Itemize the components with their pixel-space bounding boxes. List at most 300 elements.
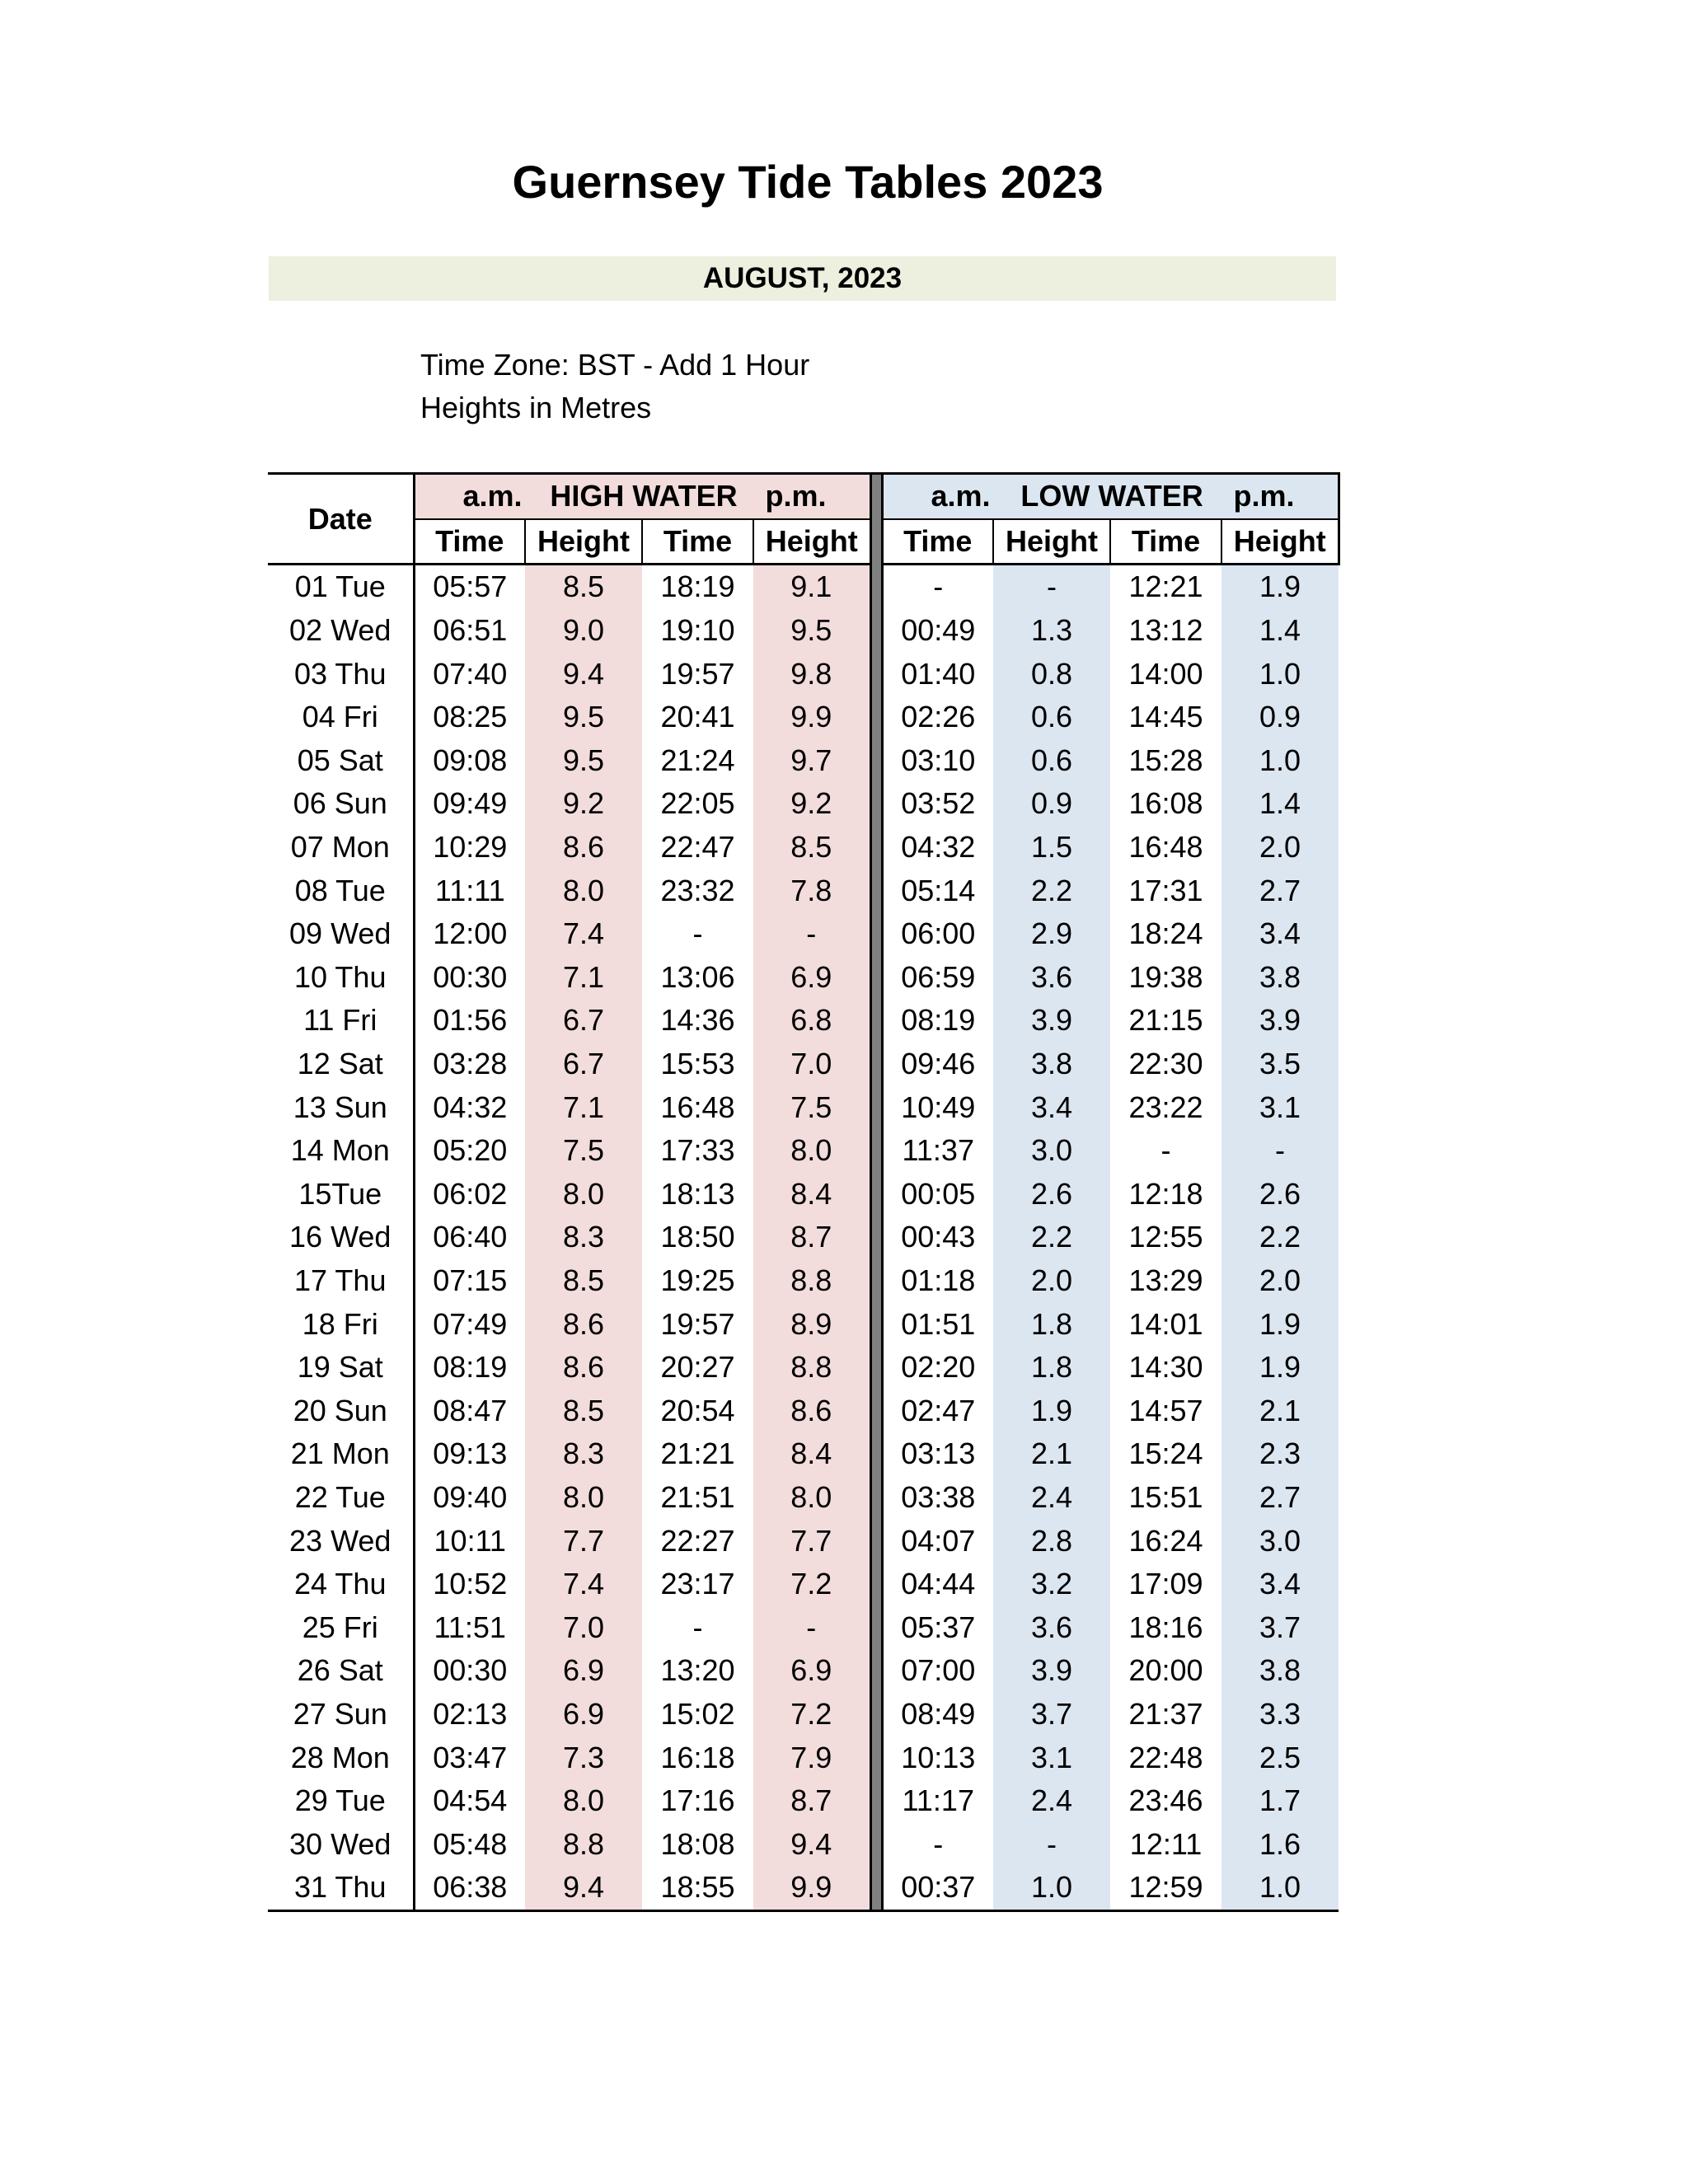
hw-am-height-cell: 8.0 (525, 869, 642, 912)
lw-pm-height-cell: 1.9 (1221, 1346, 1339, 1390)
table-row (268, 565, 1339, 609)
column-divider (870, 1346, 882, 1390)
lw-pm-time-cell: 14:30 (1128, 1350, 1203, 1385)
hw-pm-time-cell: 17:16 (660, 1783, 735, 1818)
column-divider (870, 999, 882, 1043)
lw-pm-time-cell: 12:59 (1110, 1866, 1221, 1910)
hw-am-time-cell: 08:19 (414, 1346, 525, 1390)
hw-am-time-cell: 07:40 (414, 652, 525, 696)
lw-am-time-cell: 09:46 (901, 1047, 976, 1081)
lw-pm-height-cell: 2.7 (1221, 1476, 1339, 1520)
date-cell: 14 Mon (290, 1133, 390, 1168)
table-row (268, 652, 1339, 696)
hw-pm-height-cell: 6.9 (753, 1649, 870, 1693)
table-row (268, 1302, 1339, 1346)
hw-pm-time-cell: 20:27 (660, 1350, 735, 1385)
date-cell: 17 Thu (294, 1263, 387, 1297)
low-water-am-label: a.m. (931, 479, 991, 513)
hw-am-time-cell: 08:47 (414, 1389, 525, 1432)
hw-am-height-cell: 8.0 (525, 1476, 642, 1520)
hw-pm-time-header: Time (642, 519, 753, 565)
lw-am-time-header: Time (882, 519, 993, 565)
column-divider (870, 1779, 882, 1823)
low-water-header (882, 474, 1339, 519)
lw-pm-height-cell: 3.1 (1221, 1085, 1339, 1129)
lw-am-height-cell: 3.7 (993, 1693, 1110, 1736)
lw-am-height-cell: 3.9 (993, 1649, 1110, 1693)
hw-am-height-cell: 7.0 (525, 1605, 642, 1649)
hw-pm-time-cell: 17:33 (660, 1133, 735, 1168)
lw-am-time-cell: 05:14 (901, 873, 976, 907)
lw-pm-height-cell: 0.9 (1221, 696, 1339, 739)
lw-am-height-cell: 2.1 (993, 1432, 1110, 1476)
table-row (268, 1085, 1339, 1129)
table-row (268, 1563, 1339, 1606)
date-cell: 26 Sat (297, 1653, 383, 1688)
date-cell: 08 Tue (294, 873, 386, 907)
hw-am-height-cell: 9.4 (525, 1866, 642, 1910)
hw-pm-time-cell: 20:54 (660, 1393, 735, 1427)
hw-am-height-cell: 8.5 (525, 1389, 642, 1432)
hw-pm-height-cell: 6.9 (753, 956, 870, 1000)
column-divider (870, 1173, 882, 1216)
hw-pm-time-cell: 14:36 (660, 1003, 735, 1038)
lw-pm-height-cell: 2.5 (1221, 1736, 1339, 1779)
lw-pm-height-cell: 1.0 (1221, 739, 1339, 783)
lw-am-height-cell: 2.2 (993, 1216, 1110, 1259)
hw-pm-height-cell: 8.5 (753, 826, 870, 869)
hw-am-height-cell: 7.4 (525, 1563, 642, 1606)
lw-am-height-cell: 3.1 (993, 1736, 1110, 1779)
hw-pm-time-cell: 19:57 (660, 656, 735, 691)
date-cell: 11 Fri (303, 1003, 377, 1038)
lw-pm-time-cell: 15:28 (1128, 743, 1203, 777)
tide-table-body (268, 565, 1339, 1910)
date-cell: 31 Thu (268, 1866, 414, 1910)
hw-pm-height-cell: 9.9 (753, 696, 870, 739)
date-cell: 23 Wed (289, 1523, 392, 1558)
lw-pm-height-cell: 2.6 (1221, 1173, 1339, 1216)
table-row (268, 1693, 1339, 1736)
lw-pm-time-header: Time (1110, 519, 1221, 565)
hw-pm-height-cell: 8.0 (753, 1476, 870, 1520)
date-cell: 27 Sun (293, 1696, 387, 1731)
hw-am-height-cell: 8.6 (525, 1346, 642, 1390)
hw-am-time-cell: 04:32 (414, 1085, 525, 1129)
hw-pm-time-cell: 21:21 (660, 1436, 735, 1471)
date-cell: 07 Mon (290, 830, 390, 865)
column-divider (870, 609, 882, 653)
hw-pm-time-cell: 18:13 (660, 1176, 735, 1211)
hw-am-time-cell: 06:38 (414, 1866, 525, 1910)
table-row (268, 1216, 1339, 1259)
hw-am-time-cell: 02:13 (414, 1693, 525, 1736)
lw-am-time-cell: 04:44 (901, 1567, 976, 1601)
tide-table (268, 472, 1340, 1912)
hw-am-time-cell: 11:51 (414, 1605, 525, 1649)
date-cell: 15Tue (298, 1176, 382, 1211)
lw-pm-time-cell: 20:00 (1128, 1653, 1203, 1688)
lw-am-time-cell: 07:00 (901, 1653, 976, 1688)
lw-am-height-cell: 1.0 (993, 1866, 1110, 1910)
column-divider (870, 1389, 882, 1432)
hw-am-time-cell: 00:30 (414, 1649, 525, 1693)
date-cell: 24 Thu (294, 1567, 387, 1601)
hw-pm-height-cell: 8.0 (753, 1129, 870, 1173)
hw-pm-height-cell: 8.7 (753, 1216, 870, 1259)
column-divider (870, 1129, 882, 1173)
lw-pm-height-cell: 3.0 (1221, 1519, 1339, 1563)
hw-pm-height-cell: - (753, 1605, 870, 1649)
lw-pm-height-cell: 2.3 (1221, 1432, 1339, 1476)
lw-pm-height-cell: 1.4 (1221, 782, 1339, 826)
hw-am-height-cell: 8.0 (525, 1173, 642, 1216)
hw-pm-height-cell: 9.9 (753, 1866, 870, 1910)
lw-pm-time-cell: 16:08 (1128, 786, 1203, 821)
lw-am-height-cell: 3.9 (993, 999, 1110, 1043)
lw-pm-time-cell: 12:55 (1128, 1220, 1203, 1254)
hw-am-height-cell: 6.7 (525, 999, 642, 1043)
lw-am-time-cell: 10:13 (901, 1740, 976, 1774)
table-row (268, 1519, 1339, 1563)
lw-am-time-cell: 08:19 (901, 1003, 976, 1038)
column-divider (870, 1476, 882, 1520)
hw-pm-time-cell: 15:53 (660, 1047, 735, 1081)
date-cell: 29 Tue (294, 1783, 386, 1818)
hw-pm-time-cell: 13:06 (660, 959, 735, 994)
table-row (268, 1432, 1339, 1476)
high-water-am-label: a.m. (462, 479, 523, 513)
hw-am-height-cell: 7.3 (525, 1736, 642, 1779)
heights-note: Heights in Metres (420, 391, 652, 424)
lw-am-time-cell: 01:40 (901, 656, 976, 691)
hw-pm-time-cell: 20:41 (660, 700, 735, 734)
date-header: Date (268, 474, 414, 565)
lw-am-height-cell: 1.9 (993, 1389, 1110, 1432)
lw-pm-time-cell: 16:24 (1128, 1523, 1203, 1558)
lw-am-time-cell: 11:17 (902, 1783, 974, 1818)
hw-am-time-cell: 10:29 (414, 826, 525, 869)
hw-pm-height-cell: - (753, 912, 870, 956)
hw-am-time-cell: 06:40 (414, 1216, 525, 1259)
hw-am-height-cell: 8.3 (525, 1216, 642, 1259)
column-divider (870, 1043, 882, 1086)
hw-am-height-cell: 7.1 (525, 956, 642, 1000)
lw-pm-time-cell: 13:29 (1128, 1263, 1203, 1297)
lw-am-height-cell: 2.8 (993, 1519, 1110, 1563)
hw-pm-time-cell: 22:47 (660, 830, 735, 865)
hw-pm-height-cell: 9.1 (753, 565, 870, 609)
lw-pm-height-cell: 3.4 (1221, 1563, 1339, 1606)
lw-am-time-cell: 08:49 (901, 1696, 976, 1731)
hw-pm-height-cell: 8.4 (753, 1432, 870, 1476)
lw-am-height-cell: 1.8 (993, 1346, 1110, 1390)
lw-am-time-cell: 02:20 (901, 1350, 976, 1385)
hw-am-time-cell: 06:51 (414, 609, 525, 653)
lw-am-height-cell: 1.5 (993, 826, 1110, 869)
date-cell: 25 Fri (302, 1610, 378, 1644)
lw-am-height-cell: 0.9 (993, 782, 1110, 826)
lw-am-time-cell: 02:47 (901, 1393, 976, 1427)
hw-pm-height-cell: 9.7 (753, 739, 870, 783)
date-cell: 09 Wed (289, 916, 392, 951)
hw-pm-height-cell: 7.5 (753, 1085, 870, 1129)
lw-pm-time-cell: 14:01 (1128, 1306, 1203, 1341)
hw-am-height-cell: 9.0 (525, 609, 642, 653)
hw-am-time-cell: 05:48 (414, 1822, 525, 1866)
lw-pm-height-header: Height (1221, 519, 1339, 565)
lw-pm-time-cell: 21:37 (1128, 1696, 1203, 1731)
high-water-header (414, 474, 870, 519)
lw-pm-time-cell: 18:24 (1128, 916, 1203, 951)
lw-pm-time-cell: 23:46 (1128, 1783, 1203, 1818)
date-cell: 04 Fri (302, 700, 378, 734)
hw-pm-time-cell: 16:48 (660, 1090, 735, 1124)
table-row (268, 869, 1339, 912)
lw-am-time-cell: 04:07 (901, 1523, 976, 1558)
page-title: Guernsey Tide Tables 2023 (512, 156, 1104, 208)
lw-pm-height-cell: 1.9 (1221, 565, 1339, 609)
hw-pm-height-cell: 9.5 (753, 609, 870, 653)
column-divider (870, 652, 882, 696)
column-divider (870, 1563, 882, 1606)
hw-am-time-cell: 06:02 (414, 1173, 525, 1216)
hw-am-height-cell: 8.0 (525, 1779, 642, 1823)
lw-pm-time-cell: 19:38 (1128, 959, 1203, 994)
lw-am-time-cell: 03:13 (901, 1436, 976, 1471)
hw-pm-time-cell: 19:25 (660, 1263, 735, 1297)
lw-am-height-cell: 3.6 (993, 1605, 1110, 1649)
lw-am-time-cell: - (933, 1826, 944, 1861)
hw-pm-height-cell: 6.8 (753, 999, 870, 1043)
hw-am-time-cell: 11:11 (414, 869, 525, 912)
column-divider (870, 1085, 882, 1129)
lw-pm-height-cell: 3.5 (1221, 1043, 1339, 1086)
hw-pm-time-cell: 19:10 (660, 613, 735, 648)
hw-pm-height-cell: 9.4 (753, 1822, 870, 1866)
lw-am-height-cell: 2.4 (993, 1779, 1110, 1823)
hw-pm-time-cell: 23:32 (660, 873, 735, 907)
table-row (268, 1822, 1339, 1866)
lw-pm-time-cell: 14:57 (1128, 1393, 1203, 1427)
hw-pm-height-cell: 7.9 (753, 1736, 870, 1779)
lw-am-height-cell: 2.0 (993, 1259, 1110, 1303)
timezone-note: Time Zone: BST - Add 1 Hour (420, 348, 810, 382)
lw-am-time-cell: 01:51 (901, 1306, 976, 1341)
column-divider (870, 826, 882, 869)
column-divider (870, 1432, 882, 1476)
hw-am-time-cell: 09:08 (414, 739, 525, 783)
lw-pm-height-cell: 2.0 (1221, 1259, 1339, 1303)
column-divider (870, 474, 882, 565)
hw-am-height-cell: 8.8 (525, 1822, 642, 1866)
date-cell: 03 Thu (294, 656, 387, 691)
lw-pm-height-cell: - (1221, 1129, 1339, 1173)
hw-am-time-cell: 09:40 (414, 1476, 525, 1520)
lw-pm-height-cell: 3.8 (1221, 956, 1339, 1000)
date-cell: 05 Sat (297, 743, 383, 777)
lw-pm-time-cell: 15:24 (1128, 1436, 1203, 1471)
lw-pm-time-cell: 13:12 (1128, 613, 1203, 648)
hw-pm-height-cell: 9.8 (753, 652, 870, 696)
hw-am-time-header: Time (414, 519, 525, 565)
hw-am-time-cell: 12:00 (414, 912, 525, 956)
lw-am-height-cell: 1.3 (993, 609, 1110, 653)
table-row (268, 782, 1339, 826)
date-cell: 02 Wed (289, 613, 392, 648)
date-cell: 12 Sat (297, 1047, 383, 1081)
hw-pm-height-cell: 7.2 (753, 1693, 870, 1736)
lw-am-height-cell: 2.9 (993, 912, 1110, 956)
lw-pm-time-cell: 14:45 (1128, 700, 1203, 734)
lw-am-time-cell: 10:49 (901, 1090, 976, 1124)
lw-am-time-cell: 03:10 (901, 743, 976, 777)
column-divider (870, 1302, 882, 1346)
hw-am-time-cell: 07:49 (414, 1302, 525, 1346)
hw-am-height-cell: 9.4 (525, 652, 642, 696)
hw-pm-time-cell: 19:57 (660, 1306, 735, 1341)
hw-am-time-cell: 05:57 (414, 565, 525, 609)
lw-am-height-header: Height (993, 519, 1110, 565)
lw-pm-time-cell: 21:15 (1128, 1003, 1203, 1038)
table-row (268, 1779, 1339, 1823)
hw-am-time-cell: 00:30 (414, 956, 525, 1000)
lw-am-time-cell: 06:00 (901, 916, 976, 951)
table-row (268, 1866, 1339, 1910)
table-row (268, 912, 1339, 956)
lw-am-height-cell: 2.6 (993, 1173, 1110, 1216)
column-divider (870, 1649, 882, 1693)
column-divider (870, 1259, 882, 1303)
column-divider (870, 1605, 882, 1649)
hw-pm-time-cell: 23:17 (660, 1567, 735, 1601)
hw-pm-time-cell: 21:51 (660, 1479, 735, 1514)
lw-pm-time-cell: 12:21 (1128, 569, 1203, 604)
lw-am-height-cell: - (993, 565, 1110, 609)
lw-pm-height-cell: 1.9 (1221, 1302, 1339, 1346)
date-cell: 13 Sun (293, 1090, 387, 1124)
lw-am-height-cell: 0.6 (993, 696, 1110, 739)
column-divider (870, 1866, 882, 1910)
lw-am-height-cell: 3.4 (993, 1085, 1110, 1129)
table-row (268, 1476, 1339, 1520)
lw-pm-height-cell: 2.2 (1221, 1216, 1339, 1259)
lw-pm-time-cell: 14:00 (1128, 656, 1203, 691)
column-divider (870, 782, 882, 826)
hw-am-time-cell: 10:52 (414, 1563, 525, 1606)
lw-pm-time-cell: 16:48 (1128, 830, 1203, 865)
hw-pm-time-cell: 18:08 (660, 1826, 735, 1861)
lw-pm-height-cell: 3.3 (1221, 1693, 1339, 1736)
hw-pm-height-cell: 8.8 (753, 1259, 870, 1303)
hw-pm-height-cell: 8.9 (753, 1302, 870, 1346)
hw-am-height-cell: 6.7 (525, 1043, 642, 1086)
hw-am-time-cell: 03:28 (414, 1043, 525, 1086)
table-row (268, 1649, 1339, 1693)
date-cell: 20 Sun (293, 1393, 387, 1427)
hw-pm-height-cell: 8.7 (753, 1779, 870, 1823)
hw-am-height-cell: 7.7 (525, 1519, 642, 1563)
hw-am-time-cell: 09:13 (414, 1432, 525, 1476)
table-row (268, 1043, 1339, 1086)
lw-pm-height-cell: 3.4 (1221, 912, 1339, 956)
table-row (268, 739, 1339, 783)
lw-pm-height-cell: 1.0 (1221, 652, 1339, 696)
hw-pm-height-cell: 7.0 (753, 1043, 870, 1086)
column-divider (870, 1736, 882, 1779)
lw-am-time-cell: 06:59 (901, 959, 976, 994)
lw-pm-height-cell: 2.0 (1221, 826, 1339, 869)
lw-pm-height-cell: 1.0 (1221, 1866, 1339, 1910)
lw-am-time-cell: - (933, 569, 944, 604)
table-row (268, 826, 1339, 869)
hw-pm-height-cell: 7.8 (753, 869, 870, 912)
lw-am-height-cell: 1.8 (993, 1302, 1110, 1346)
hw-am-time-cell: 04:54 (414, 1779, 525, 1823)
lw-pm-height-cell: 2.7 (1221, 869, 1339, 912)
date-cell: 28 Mon (290, 1740, 390, 1774)
high-water-label: HIGH WATER (550, 479, 738, 513)
table-row (268, 609, 1339, 653)
hw-am-height-cell: 8.5 (525, 1259, 642, 1303)
lw-am-height-cell: 3.0 (993, 1129, 1110, 1173)
hw-pm-height-cell: 7.7 (753, 1519, 870, 1563)
table-row (268, 1389, 1339, 1432)
column-divider (870, 1216, 882, 1259)
hw-pm-height-header: Height (753, 519, 870, 565)
hw-am-time-cell: 05:20 (414, 1129, 525, 1173)
lw-pm-time-cell: 17:31 (1128, 873, 1203, 907)
lw-am-time-cell: 00:43 (901, 1220, 976, 1254)
date-cell: 01 Tue (294, 569, 386, 604)
table-row (268, 696, 1339, 739)
column-divider (870, 1693, 882, 1736)
column-divider (870, 565, 882, 609)
hw-pm-time-cell: 22:05 (660, 786, 735, 821)
lw-pm-height-cell: 3.7 (1221, 1605, 1339, 1649)
hw-pm-time-cell: 18:19 (660, 569, 735, 604)
table-row (268, 999, 1339, 1043)
column-divider (870, 739, 882, 783)
hw-am-time-cell: 03:47 (414, 1736, 525, 1779)
hw-am-time-cell: 10:11 (414, 1519, 525, 1563)
hw-pm-time-cell: 13:20 (660, 1653, 735, 1688)
date-cell: 16 Wed (289, 1220, 392, 1254)
table-row (268, 1129, 1339, 1173)
hw-pm-height-cell: 7.2 (753, 1563, 870, 1606)
lw-am-height-cell: 0.8 (993, 652, 1110, 696)
lw-pm-time-cell: 15:51 (1128, 1479, 1203, 1514)
hw-am-time-cell: 07:15 (414, 1259, 525, 1303)
lw-am-time-cell: 02:26 (901, 700, 976, 734)
high-water-pm-label: p.m. (765, 479, 827, 513)
lw-am-time-cell: 05:37 (901, 1610, 976, 1644)
lw-pm-time-cell: 22:30 (1128, 1047, 1203, 1081)
date-cell: 06 Sun (293, 786, 387, 821)
hw-am-height-cell: 8.6 (525, 1302, 642, 1346)
hw-pm-time-cell: 21:24 (660, 743, 735, 777)
month-banner (269, 256, 1336, 301)
lw-am-time-cell: 01:18 (901, 1263, 976, 1297)
date-cell: 18 Fri (302, 1306, 378, 1341)
lw-pm-height-cell: 1.4 (1221, 609, 1339, 653)
lw-am-height-cell: 2.2 (993, 869, 1110, 912)
date-cell: 10 Thu (294, 959, 387, 994)
column-divider (870, 956, 882, 1000)
date-cell: 22 Tue (294, 1479, 386, 1514)
hw-pm-height-cell: 8.6 (753, 1389, 870, 1432)
column-divider (870, 869, 882, 912)
